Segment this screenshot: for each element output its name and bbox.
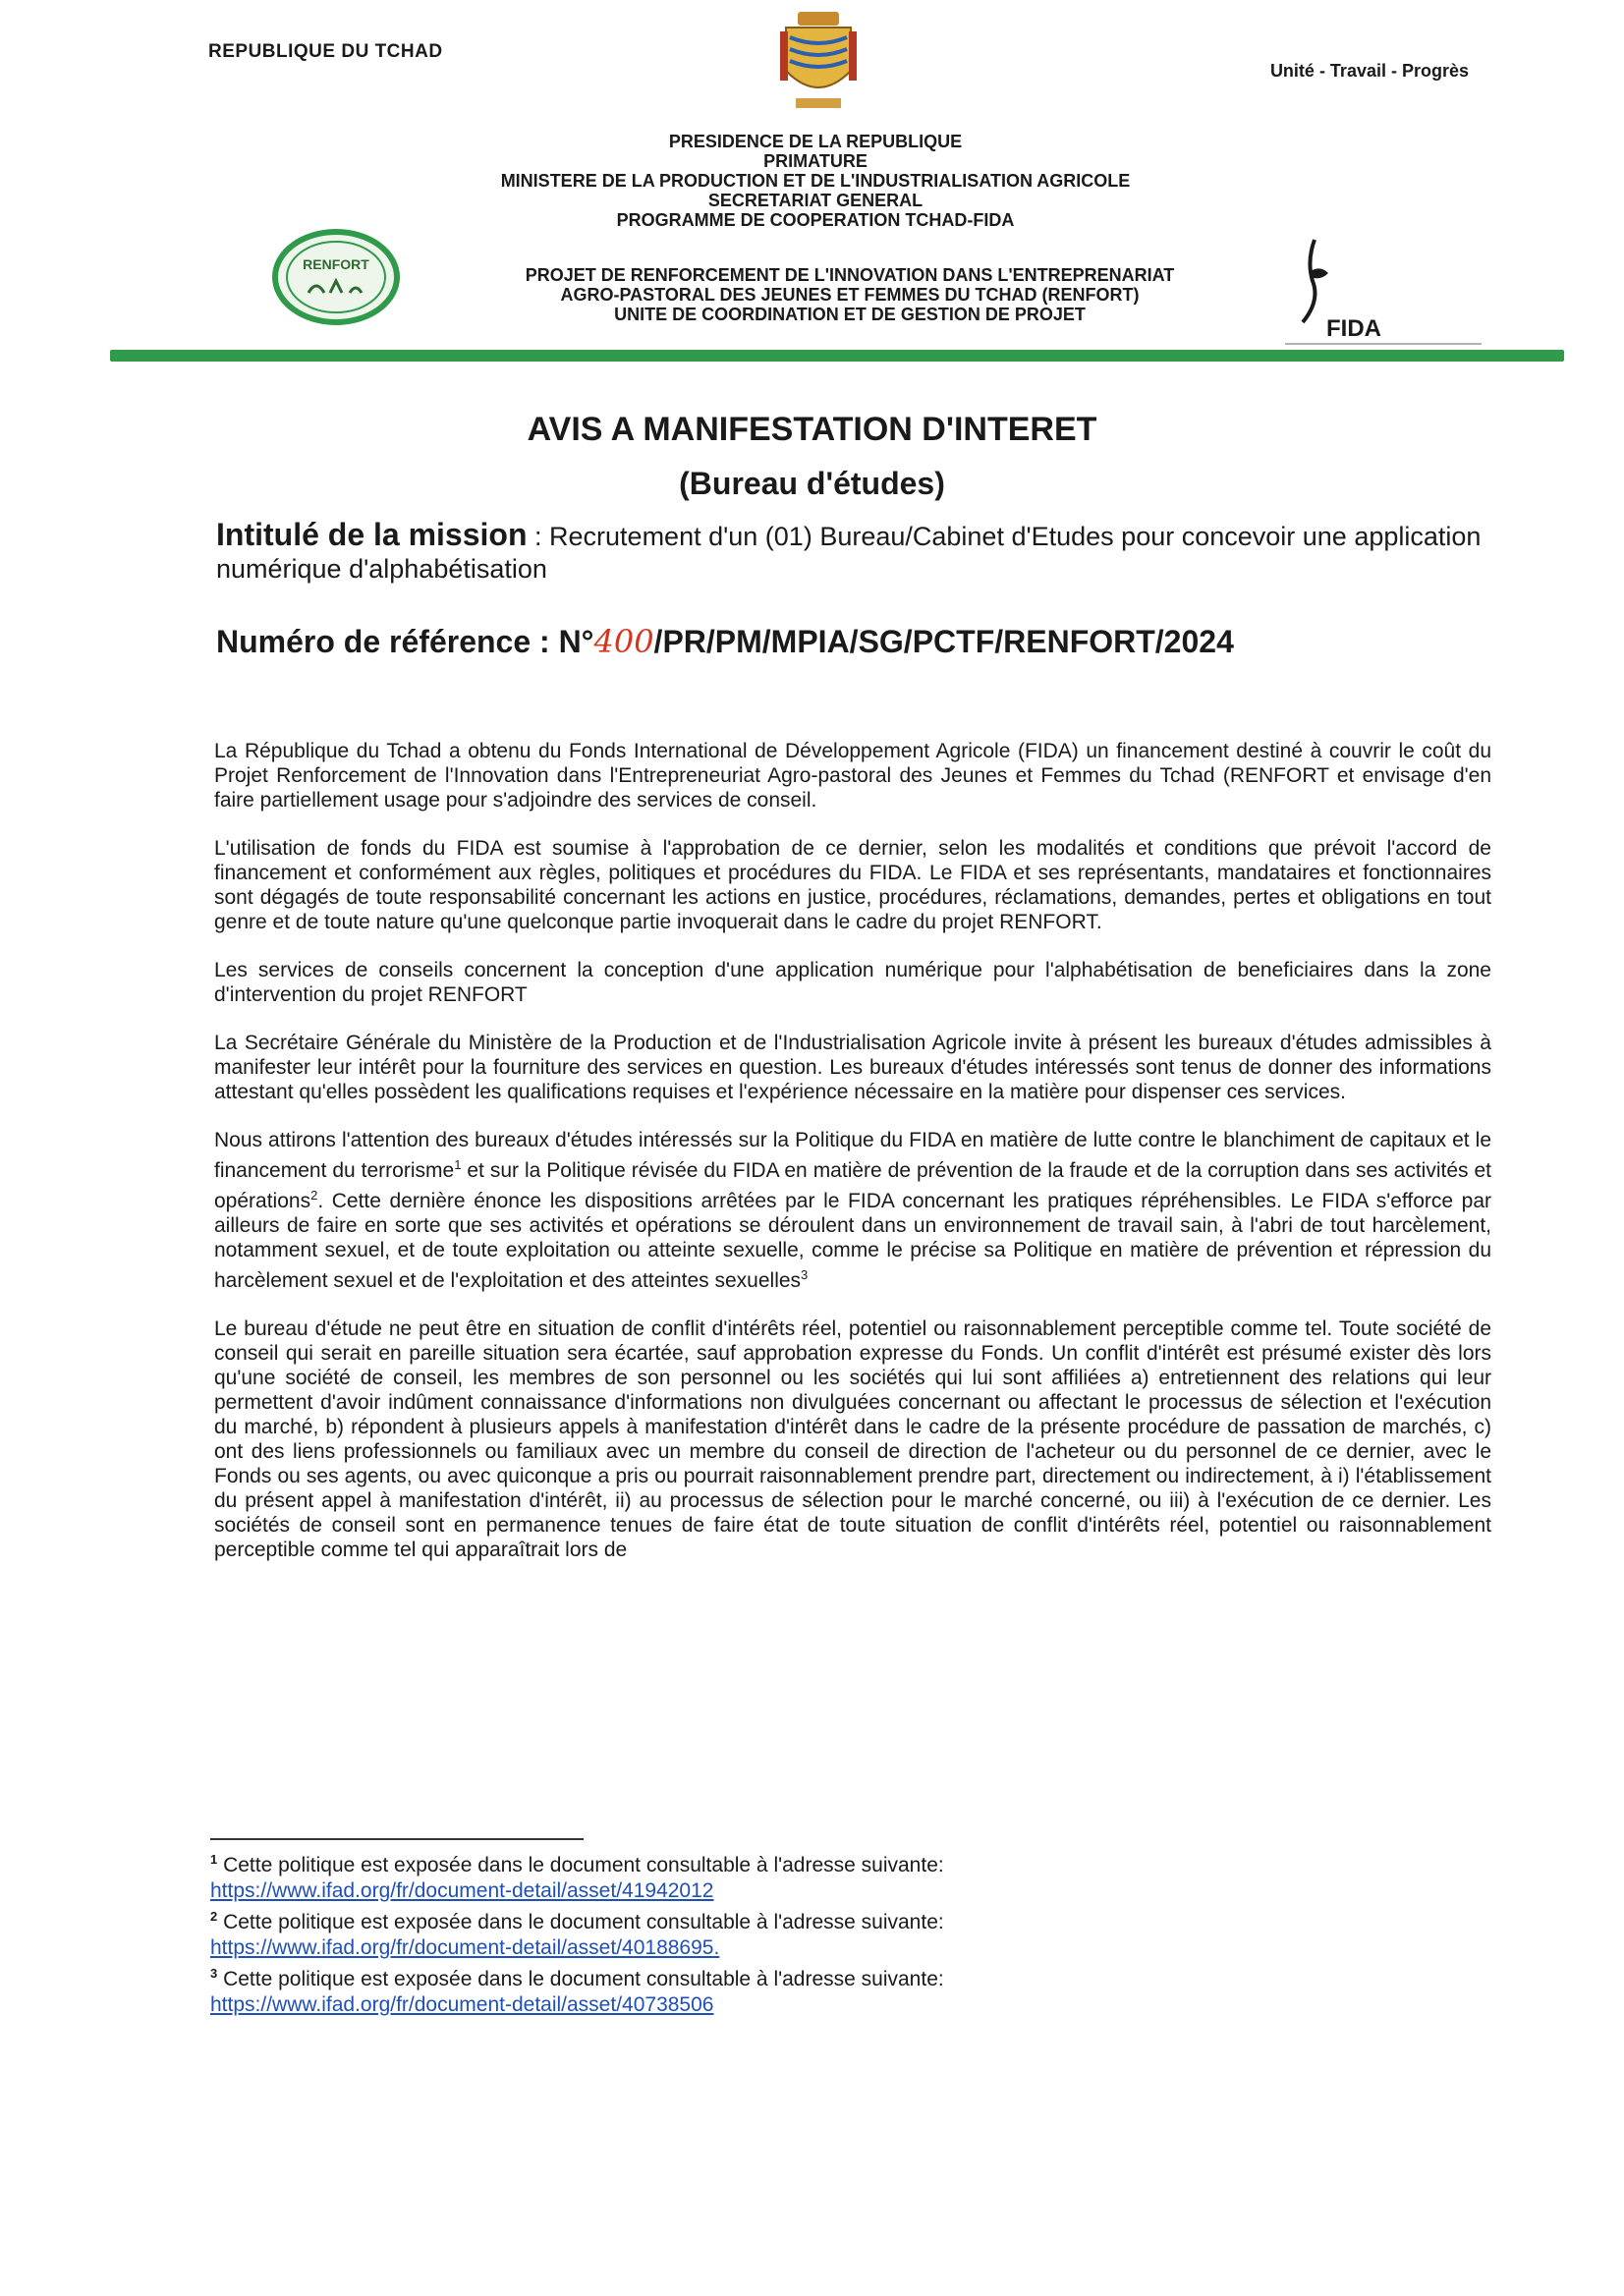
mission-colon: :: [534, 522, 550, 551]
header-line: PROGRAMME DE COOPERATION TCHAD-FIDA: [616, 210, 1015, 230]
renfort-logo: [271, 228, 401, 326]
header-divider: [110, 350, 1564, 362]
footnote-link[interactable]: https://www.ifad.org/fr/document-detail/asset/40188695.: [210, 1936, 720, 1959]
footnote-number: 2: [210, 1909, 218, 1924]
footnote-ref: 2: [310, 1188, 318, 1203]
footnote-text: Cette politique est exposée dans le document consultable à l'adresse suivante:: [223, 1968, 944, 1990]
footnote-item: [210, 1878, 1487, 1904]
footnote-link[interactable]: https://www.ifad.org/fr/document-detail/asset/41942012: [210, 1879, 714, 1902]
project-line: AGRO-PASTORAL DES JEUNES ET FEMMES DU TCHAD (RENFORT): [560, 285, 1140, 305]
footnote-item: [210, 1992, 1487, 2018]
footnote-ref: 3: [801, 1267, 809, 1282]
reference-number: [216, 623, 1513, 660]
paragraph: La République du Tchad a obtenu du Fonds International de Développement Agricole (FIDA) un financement destiné à couvrir le coût du Projet Renforcement de l'Innovation dans l'Entrepreneuriat Agro-pastoral des Jeunes et Femmes du Tchad (RENFORT et envisage d'en faire partiellement usage pour s'adjoindre des services de conseil.: [214, 740, 1491, 812]
country-name: REPUBLIQUE DU TCHAD: [208, 41, 443, 62]
project-line: PROJET DE RENFORCEMENT DE L'INNOVATION DANS L'ENTREPRENARIAT: [525, 265, 1175, 285]
paragraph-part: Nous attirons l'attention des bureaux d'études intéressés sur la Politique du FIDA en matière de lutte contre le blanchiment de capitaux et le financement du terrorisme: [214, 1129, 1491, 1182]
mission-label: Intitulé de la mission: [216, 517, 528, 552]
header-line: PRIMATURE: [763, 151, 868, 171]
fida-logo: [1256, 232, 1501, 350]
footnote-divider: [210, 1838, 584, 1840]
project-title: [413, 265, 1287, 324]
paragraph: Les services de conseils concernent la conception d'une application numérique pour l'alphabétisation de beneficiaires dans la zone d'intervention du projet RENFORT: [214, 959, 1491, 1006]
paragraph: La Secrétaire Générale du Ministère de la Production et de l'Industrialisation Agricole invite à présent les bureaux d'études admissibles à manifester leur intérêt pour la fourniture des services en question. Les bureaux d'études intéressés sont tenus de donner des informations attestant qu'elles possèdent les qualifications requises et l'expérience nécessaire en la matière pour dispenser ces services.: [214, 1032, 1491, 1103]
project-line: UNITE DE COORDINATION ET DE GESTION DE PROJET: [614, 305, 1086, 324]
renfort-logo-text: RENFORT: [303, 256, 369, 272]
paragraph-part: et sur la Politique révisée du FIDA en matière de prévention de la fraude et de la corruption dans ses activités et opérations: [214, 1159, 1491, 1212]
mission-section: [216, 519, 1493, 586]
footnote-text: Cette politique est exposée dans le document consultable à l'adresse suivante:: [223, 1911, 944, 1933]
footnote-ref: 1: [454, 1157, 462, 1172]
header-line: PRESIDENCE DE LA REPUBLIQUE: [668, 132, 963, 151]
header-line: MINISTERE DE LA PRODUCTION ET DE L'INDUSTRIALISATION AGRICOLE: [500, 171, 1131, 191]
reference-label: Numéro de référence : N°: [216, 624, 594, 659]
paragraph: L'utilisation de fonds du FIDA est soumise à l'approbation de ce dernier, selon les modalités et conditions que prévoit l'accord de financement et conformément aux règles, politiques et procédures du FIDA. Le FIDA et ses représentants, mandataires et fonctionnaires sont dégagés de toute responsabilité concernant les actions en justice, procédures, réclamations, demandes, pertes et obligations en tout genre et de toute nature qu'une quelconque partie invoquerait dans le cadre du projet RENFORT.: [214, 837, 1491, 933]
national-motto: Unité - Travail - Progrès: [1269, 61, 1469, 81]
reference-handwritten-number: 400: [593, 623, 654, 660]
footnote-item: [210, 1961, 1487, 1992]
footnote-item: [210, 1904, 1487, 1935]
paragraph-conflict-of-interest: Le bureau d'étude ne peut être en situation de conflit d'intérêts réel, potentiel ou raisonnablement perceptible comme tel. Toute société de conseil qui serait en pareille situation sera écartée, sauf approbation expresse du Fonds. Un conflit d'intérêt est présumé exister dès lors qu'une société de conseil, les membres de son personnel ou les sociétés qui lui sont affiliées a) entretiennent des relations qui leur permettent d'avoir indûment connaissance d'informations non divulguées concernant ou affectant le processus de sélection et l'exécution du marché, b) répondent à plusieurs appels à manifestation d'intérêt dans le cadre de la présente procédure de passation de marchés, c) ont des liens professionnels ou familiaux avec un membre du conseil de direction de l'acheteur ou du personnel de ce dernier, avec le Fonds ou ses agents, ou avec quiconque a pris ou pourrait raisonnablement prendre part, directement ou indirectement, à i) l'établissement du présent appel à manifestation d'intérêt, ii) au processus de sélection pour le marché concerné, ou iii) à l'exécution de ce dernier. Les sociétés de conseil sont en permanence tenues de faire état de toute situation de conflit d'intérêts réel, potentiel ou raisonnablement perceptible comme tel qui apparaîtrait lors de: [214, 1317, 1491, 1561]
paragraph-part: . Cette dernière énonce les dispositions arrêtées par le FIDA concernant les pratiques répréhensibles. Le FIDA s'efforce par ailleurs de faire en sorte que ses activités et opérations se déroulent dans un environnement de travail sain, à l'abri de tout harcèlement, notamment sexuel, et de toute exploitation ou atteinte sexuelle, comme le précise sa Politique en matière de prévention et répression du harcèlement sexuel et de l'exploitation et des atteintes sexuelles: [214, 1190, 1491, 1292]
reference-suffix: /PR/PM/MPIA/SG/PCTF/RENFORT/2024: [653, 624, 1234, 659]
footnote-item: [210, 1847, 1487, 1878]
footnote-item: [210, 1935, 1487, 1961]
footnote-text: Cette politique est exposée dans le document consultable à l'adresse suivante:: [223, 1854, 944, 1876]
mission-text: Recrutement d'un (01) Bureau/Cabinet d'Etudes pour concevoir une application numérique d'alphabétisation: [216, 522, 1482, 584]
page-title: AVIS A MANIFESTATION D'INTERET: [527, 411, 1097, 448]
ministry-header: [373, 132, 1258, 230]
coat-of-arms-icon: [776, 10, 861, 118]
footnotes: [210, 1847, 1487, 2018]
body-text: [214, 739, 1491, 1586]
footnote-number: 1: [210, 1852, 218, 1867]
footnote-number: 3: [210, 1966, 218, 1981]
footnote-link[interactable]: https://www.ifad.org/fr/document-detail/asset/40738506: [210, 1993, 714, 2016]
header-line: SECRETARIAT GENERAL: [707, 191, 924, 210]
page-subtitle: (Bureau d'études): [679, 466, 945, 501]
paragraph-aml-policy: [214, 1128, 1491, 1293]
fida-logo-text: FIDA: [1326, 315, 1381, 342]
